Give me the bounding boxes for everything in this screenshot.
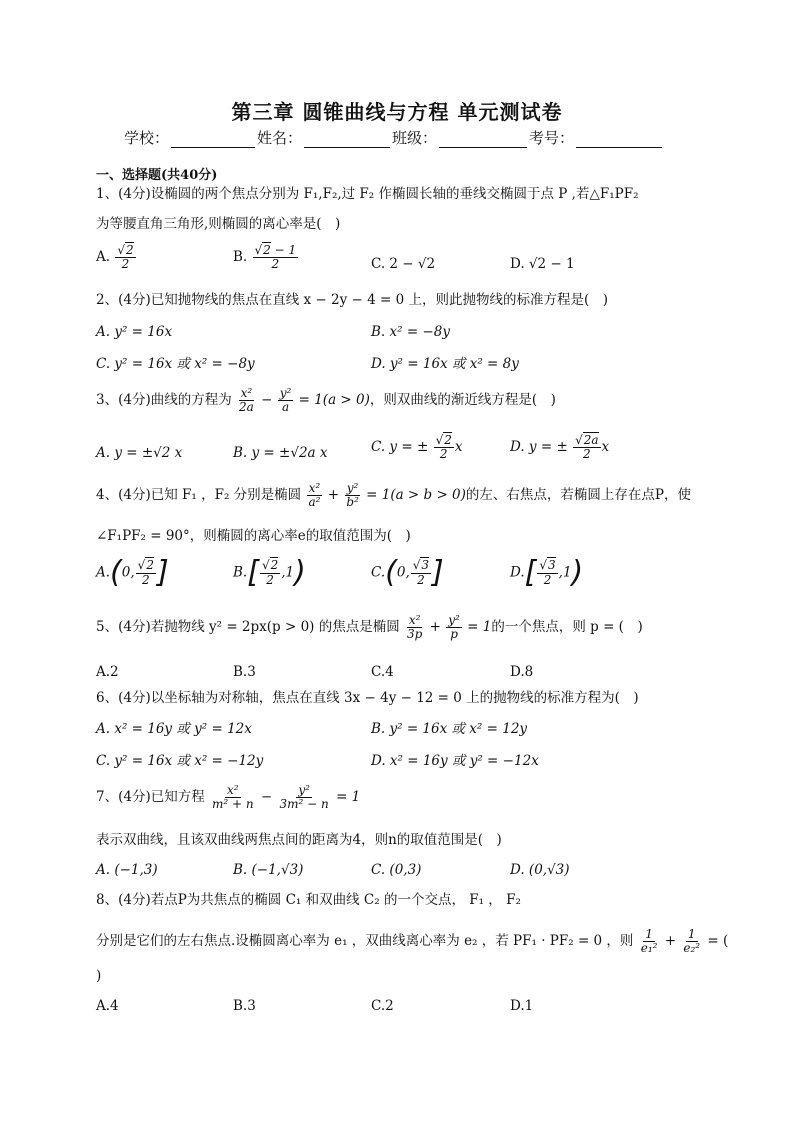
q1-option-c: C. 2 − √2 bbox=[371, 256, 436, 272]
q3-stem: 3、(4分)曲线的方程为 $\frac{\text{x²}}{2a}$ − $\frac{\text{y²}}{a}$ = 1(a > 0)，则双曲线的渐近线方程是( ) bbox=[96, 386, 556, 415]
q2-option-b: B. x² = −8y bbox=[371, 324, 450, 340]
fraction: $\frac{\text{x²}}{2a}$ bbox=[239, 386, 254, 415]
section-heading: 一、选择题(共40分) bbox=[96, 168, 218, 183]
fraction: $\frac{√2 - 1}{2}$ bbox=[254, 243, 297, 272]
q2-option-c: C. y² = 16x 或 x² = −8y bbox=[96, 356, 255, 372]
q7-option-b: B. (−1,√3) bbox=[233, 862, 304, 878]
fraction: $\frac{1}{\text{e₁²}}$ bbox=[640, 927, 658, 956]
q7-stem-line1: 7、(4分)已知方程 $\frac{\text{x²}}{\text{m² + n}}$ − $\frac{\text{y²}}{\text{3m² − n}}$ = 1 bbox=[96, 783, 361, 812]
fraction: $\frac{√2}{2}$ bbox=[261, 558, 279, 587]
school-label: 学校： bbox=[124, 129, 170, 147]
fraction: $\frac{\text{y²}}{p}$ bbox=[448, 613, 460, 642]
name-blank[interactable] bbox=[304, 131, 390, 148]
q5-stem: 5、(4分)若抛物线 y² = 2px(p > 0) 的焦点是椭圆 $\frac{\text{x²}}{3p}$ + $\frac{\text{y²}}{p}$ = 1的一个焦点，则 p = ( ) bbox=[96, 613, 643, 642]
fraction: $\frac{√2}{2}$ bbox=[117, 243, 134, 272]
fraction: $\frac{√3}{2}$ bbox=[539, 558, 556, 587]
exam-no-label: 考号： bbox=[529, 129, 575, 147]
q6-option-c: C. y² = 16x 或 x² = −12y bbox=[96, 753, 264, 769]
q8-stem-line2: 分别是它们的左右焦点.设椭圆离心率为 e₁ ，双曲线离心率为 e₂ ，若 PF₁ · PF₂ = 0 ，则 $\frac{1}{\text{e₁²}}$ + $\frac{1}{\text{e₂²}}$ = ( bbox=[96, 927, 729, 956]
q8-option-c: C.2 bbox=[371, 998, 394, 1014]
q5-option-b: B.3 bbox=[233, 664, 256, 680]
q8-option-b: B.3 bbox=[233, 998, 256, 1014]
fraction: $\frac{\text{x²}}{3p}$ bbox=[407, 613, 423, 642]
q7-option-d: D. (0,√3) bbox=[510, 862, 570, 878]
q5-option-a: A.2 bbox=[96, 664, 119, 680]
q8-stem-line1: 8、(4分)若点P为共焦点的椭圆 C₁ 和双曲线 C₂ 的一个交点， F₁ ， F₂ bbox=[96, 892, 521, 908]
fraction: $\frac{√2}{2}$ bbox=[137, 558, 154, 587]
q6-option-b: B. y² = 16x 或 x² = 12y bbox=[371, 721, 528, 737]
fraction: $\frac{\text{y²}}{\text{3m² − n}}$ bbox=[279, 783, 329, 812]
exam-no-blank[interactable] bbox=[576, 131, 662, 148]
q4-option-c: C.(0, $\frac{√3}{2}$ ] bbox=[371, 555, 444, 590]
q7-stem-line2: 表示双曲线，且该双曲线两焦点间的距离为4，则n的取值范围是( ) bbox=[96, 832, 502, 848]
fraction: $\frac{\text{x²}}{\text{a²}}$ bbox=[308, 481, 321, 510]
fraction: $\frac{\text{y²}}{\text{b²}}$ bbox=[346, 481, 359, 510]
q1-option-d: D. √2 − 1 bbox=[510, 256, 575, 272]
q5-option-c: C.4 bbox=[371, 664, 394, 680]
q5-option-d: D.8 bbox=[510, 664, 534, 680]
page-title: 第三章 圆锥曲线与方程 单元测试卷 bbox=[231, 100, 563, 124]
class-blank[interactable] bbox=[439, 131, 527, 148]
fraction: $\frac{√2a}{2}$ bbox=[575, 433, 599, 462]
q1-stem-line1: 1、(4分)设椭圆的两个焦点分别为 F₁,F₂,过 F₂ 作椭圆长轴的垂线交椭圆于点 P ,若△F₁PF₂ bbox=[96, 186, 639, 202]
q3-option-c: C. y = ± $\frac{√2}{2}$ x bbox=[371, 433, 463, 462]
fraction: $\frac{√3}{2}$ bbox=[412, 558, 430, 587]
q7-option-c: C. (0,3) bbox=[371, 862, 422, 878]
q6-option-a: A. x² = 16y 或 y² = 12x bbox=[96, 721, 252, 737]
school-blank[interactable] bbox=[171, 131, 255, 148]
fraction: $\frac{\text{x²}}{\text{m² + n}}$ bbox=[212, 783, 254, 812]
q3-option-b: B. y = ±√2a x bbox=[233, 445, 328, 461]
q3-option-d: D. y = ± $\frac{√2a}{2}$ x bbox=[510, 433, 610, 462]
q4-option-b: B.[ $\frac{√2}{2}$ ,1) bbox=[233, 555, 306, 590]
q6-option-d: D. x² = 16y 或 y² = −12x bbox=[371, 753, 539, 769]
q3-option-a: A. y = ±√2 x bbox=[96, 445, 183, 461]
q8-option-d: D.1 bbox=[510, 998, 534, 1014]
q2-option-d: D. y² = 16x 或 x² = 8y bbox=[371, 356, 519, 372]
fraction: $\frac{\text{y²}}{a}$ bbox=[279, 386, 292, 415]
q4-stem-line2: ∠F₁PF₂ = 90°，则椭圆的离心率e的取值范围为( ) bbox=[96, 528, 411, 544]
q1-stem-line2: 为等腰直角三角形,则椭圆的离心率是( ) bbox=[96, 216, 341, 232]
q8-stem-line3: ) bbox=[96, 968, 102, 984]
q8-option-a: A.4 bbox=[96, 998, 119, 1014]
q1-option-b: B. $\frac{√2 - 1}{2}$ bbox=[233, 243, 297, 272]
fraction: $\frac{1}{\text{e₂²}}$ bbox=[683, 927, 701, 956]
q2-option-a: A. y² = 16x bbox=[96, 324, 173, 340]
q7-option-a: A. (−1,3) bbox=[96, 862, 158, 878]
q2-stem: 2、(4分)已知抛物线的焦点在直线 x − 2y − 4 = 0 上，则此抛物线的标准方程是( ) bbox=[96, 292, 609, 308]
q1-option-a: A. $\frac{√2}{2}$ bbox=[96, 243, 134, 272]
class-label: 班级： bbox=[392, 129, 438, 147]
fraction: $\frac{√2}{2}$ bbox=[435, 433, 452, 462]
q6-stem: 6、(4分)以坐标轴为对称轴，焦点在直线 3x − 4y − 12 = 0 上的抛物线的标准方程为( ) bbox=[96, 690, 639, 706]
name-label: 姓名： bbox=[257, 129, 303, 147]
q4-option-a: A.(0, $\frac{√2}{2}$ ] bbox=[96, 555, 169, 590]
student-info-line bbox=[124, 127, 664, 148]
q4-option-d: D.[ $\frac{√3}{2}$ ,1) bbox=[510, 555, 584, 590]
q4-stem-line1: 4、(4分)已知 F₁ ，F₂ 分别是椭圆 $\frac{\text{x²}}{\text{a²}}$ + $\frac{\text{y²}}{\text{b²}}$ = 1(a > b > 0)的左、右焦点，若椭圆上存在点P，使 bbox=[96, 481, 692, 510]
